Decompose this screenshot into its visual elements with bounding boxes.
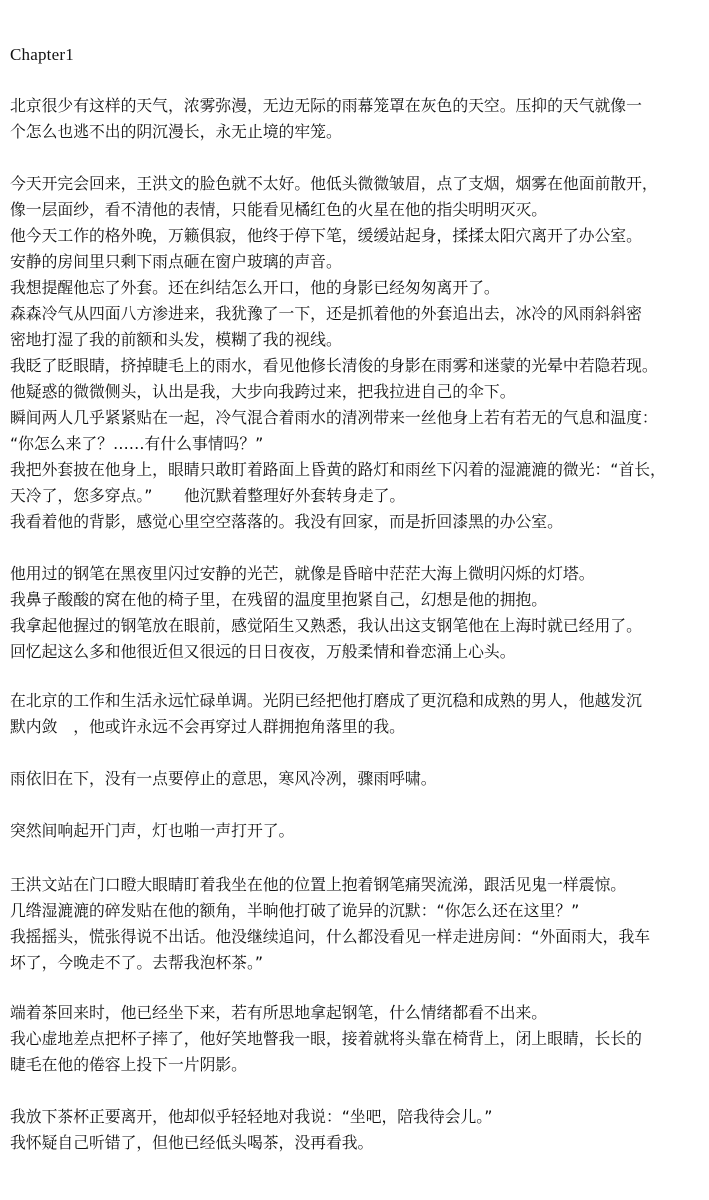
text-line: 我看着他的背影，感觉心里空空落落的。我没有回家，而是折回漆黑的办公室。 [10,512,563,531]
text-line: 我想提醒他忘了外套。还在纠结怎么开口，他的身影已经匆匆离开了。 [10,278,500,297]
text-line: “你怎么来了？……有什么事情吗？” [10,434,264,453]
text-line: 雨依旧在下，没有一点要停止的意思，寒风冷冽，骤雨呼啸。 [10,769,437,788]
text-line: 在北京的工作和生活永远忙碌单调。光阴已经把他打磨成了更沉稳和成熟的男人，他越发沉 [10,691,642,710]
text-line: 坏了，今晚走不了。去帮我泡杯茶。” [10,953,264,972]
text-line: 今天开完会回来，王洪文的脸色就不太好。他低头微微皱眉，点了支烟，烟雾在他面前散开， [10,174,658,193]
text-line: 他疑惑的微微侧头，认出是我，大步向我跨过来，把我拉进自己的伞下。 [10,382,516,401]
text-line: 我拿起他握过的钢笔放在眼前，感觉陌生又熟悉，我认出这支钢笔他在上海时就已经用了。 [10,616,642,635]
text-line: 瞬间两人几乎紧紧贴在一起，冷气混合着雨水的清冽带来一丝他身上若有若无的气息和温度： [10,408,658,427]
text-line: 王洪文站在门口瞪大眼睛盯着我坐在他的位置上抱着钢笔痛哭流涕，跟活见鬼一样震惊。 [10,875,627,894]
text-line: 他用过的钢笔在黑夜里闪过安静的光芒，就像是昏暗中茫茫大海上微明闪烁的灯塔。 [10,564,595,583]
text-line: 我摇摇头，慌张得说不出话。他没继续追问，什么都没看见一样走进房间：“外面雨大，我车 [10,927,651,946]
text-line: 像一层面纱，看不清他的表情，只能看见橘红色的火星在他的指尖明明灭灭。 [10,200,548,219]
text-line: 北京很少有这样的天气，浓雾弥漫，无边无际的雨幕笼罩在灰色的天空。压抑的天气就像一 [10,96,642,115]
text-line: 我眨了眨眼睛，挤掉睫毛上的雨水，看见他修长清俊的身影在雨雾和迷蒙的光晕中若隐若现。 [10,356,658,375]
text-line: 几绺湿漉漉的碎发贴在他的额角，半晌他打破了诡异的沉默：“你怎么还在这里？” [10,901,580,920]
text-line: 我鼻子酸酸的窝在他的椅子里，在残留的温度里抱紧自己，幻想是他的拥抱。 [10,590,548,609]
text-line: 森森冷气从四面八方渗进来，我犹豫了一下，还是抓着他的外套追出去，冰冷的风雨斜斜密 [10,304,642,323]
text-line: 睫毛在他的倦容上投下一片阴影。 [10,1055,247,1074]
chapter-title: Chapter1 [10,45,74,64]
text-line: 我怀疑自己听错了，但他已经低头喝茶，没再看我。 [10,1133,374,1152]
text-line: 默内敛 ，他或许永远不会再穿过人群拥抱角落里的我。 [10,717,405,736]
text-line: 我放下茶杯正要离开，他却似乎轻轻地对我说：“坐吧，陪我待会儿。” [10,1107,493,1126]
text-line: 天冷了，您多穿点。” 他沉默着整理好外套转身走了。 [10,486,406,505]
text-line: 安静的房间里只剩下雨点砸在窗户玻璃的声音。 [10,252,342,271]
text-line: 个怎么也逃不出的阴沉漫长，永无止境的牢笼。 [10,122,342,141]
text-line: 突然间响起开门声，灯也啪一声打开了。 [10,821,295,840]
text-line: 他今天工作的格外晚，万籁俱寂，他终于停下笔，缓缓站起身，揉揉太阳穴离开了办公室。 [10,226,642,245]
text-line: 端着茶回来时，他已经坐下来，若有所思地拿起钢笔，什么情绪都看不出来。 [10,1003,548,1022]
text-line: 回忆起这么多和他很近但又很远的日日夜夜，万般柔情和眷恋涌上心头。 [10,642,516,661]
text-line: 我心虚地差点把杯子摔了，他好笑地瞥我一眼，接着就将头靠在椅背上，闭上眼睛，长长的 [10,1029,642,1048]
text-line: 我把外套披在他身上，眼睛只敢盯着路面上昏黄的路灯和雨丝下闪着的湿漉漉的微光：“首长， [10,460,666,479]
text-line: 密地打湿了我的前额和头发，模糊了我的视线。 [10,330,342,349]
